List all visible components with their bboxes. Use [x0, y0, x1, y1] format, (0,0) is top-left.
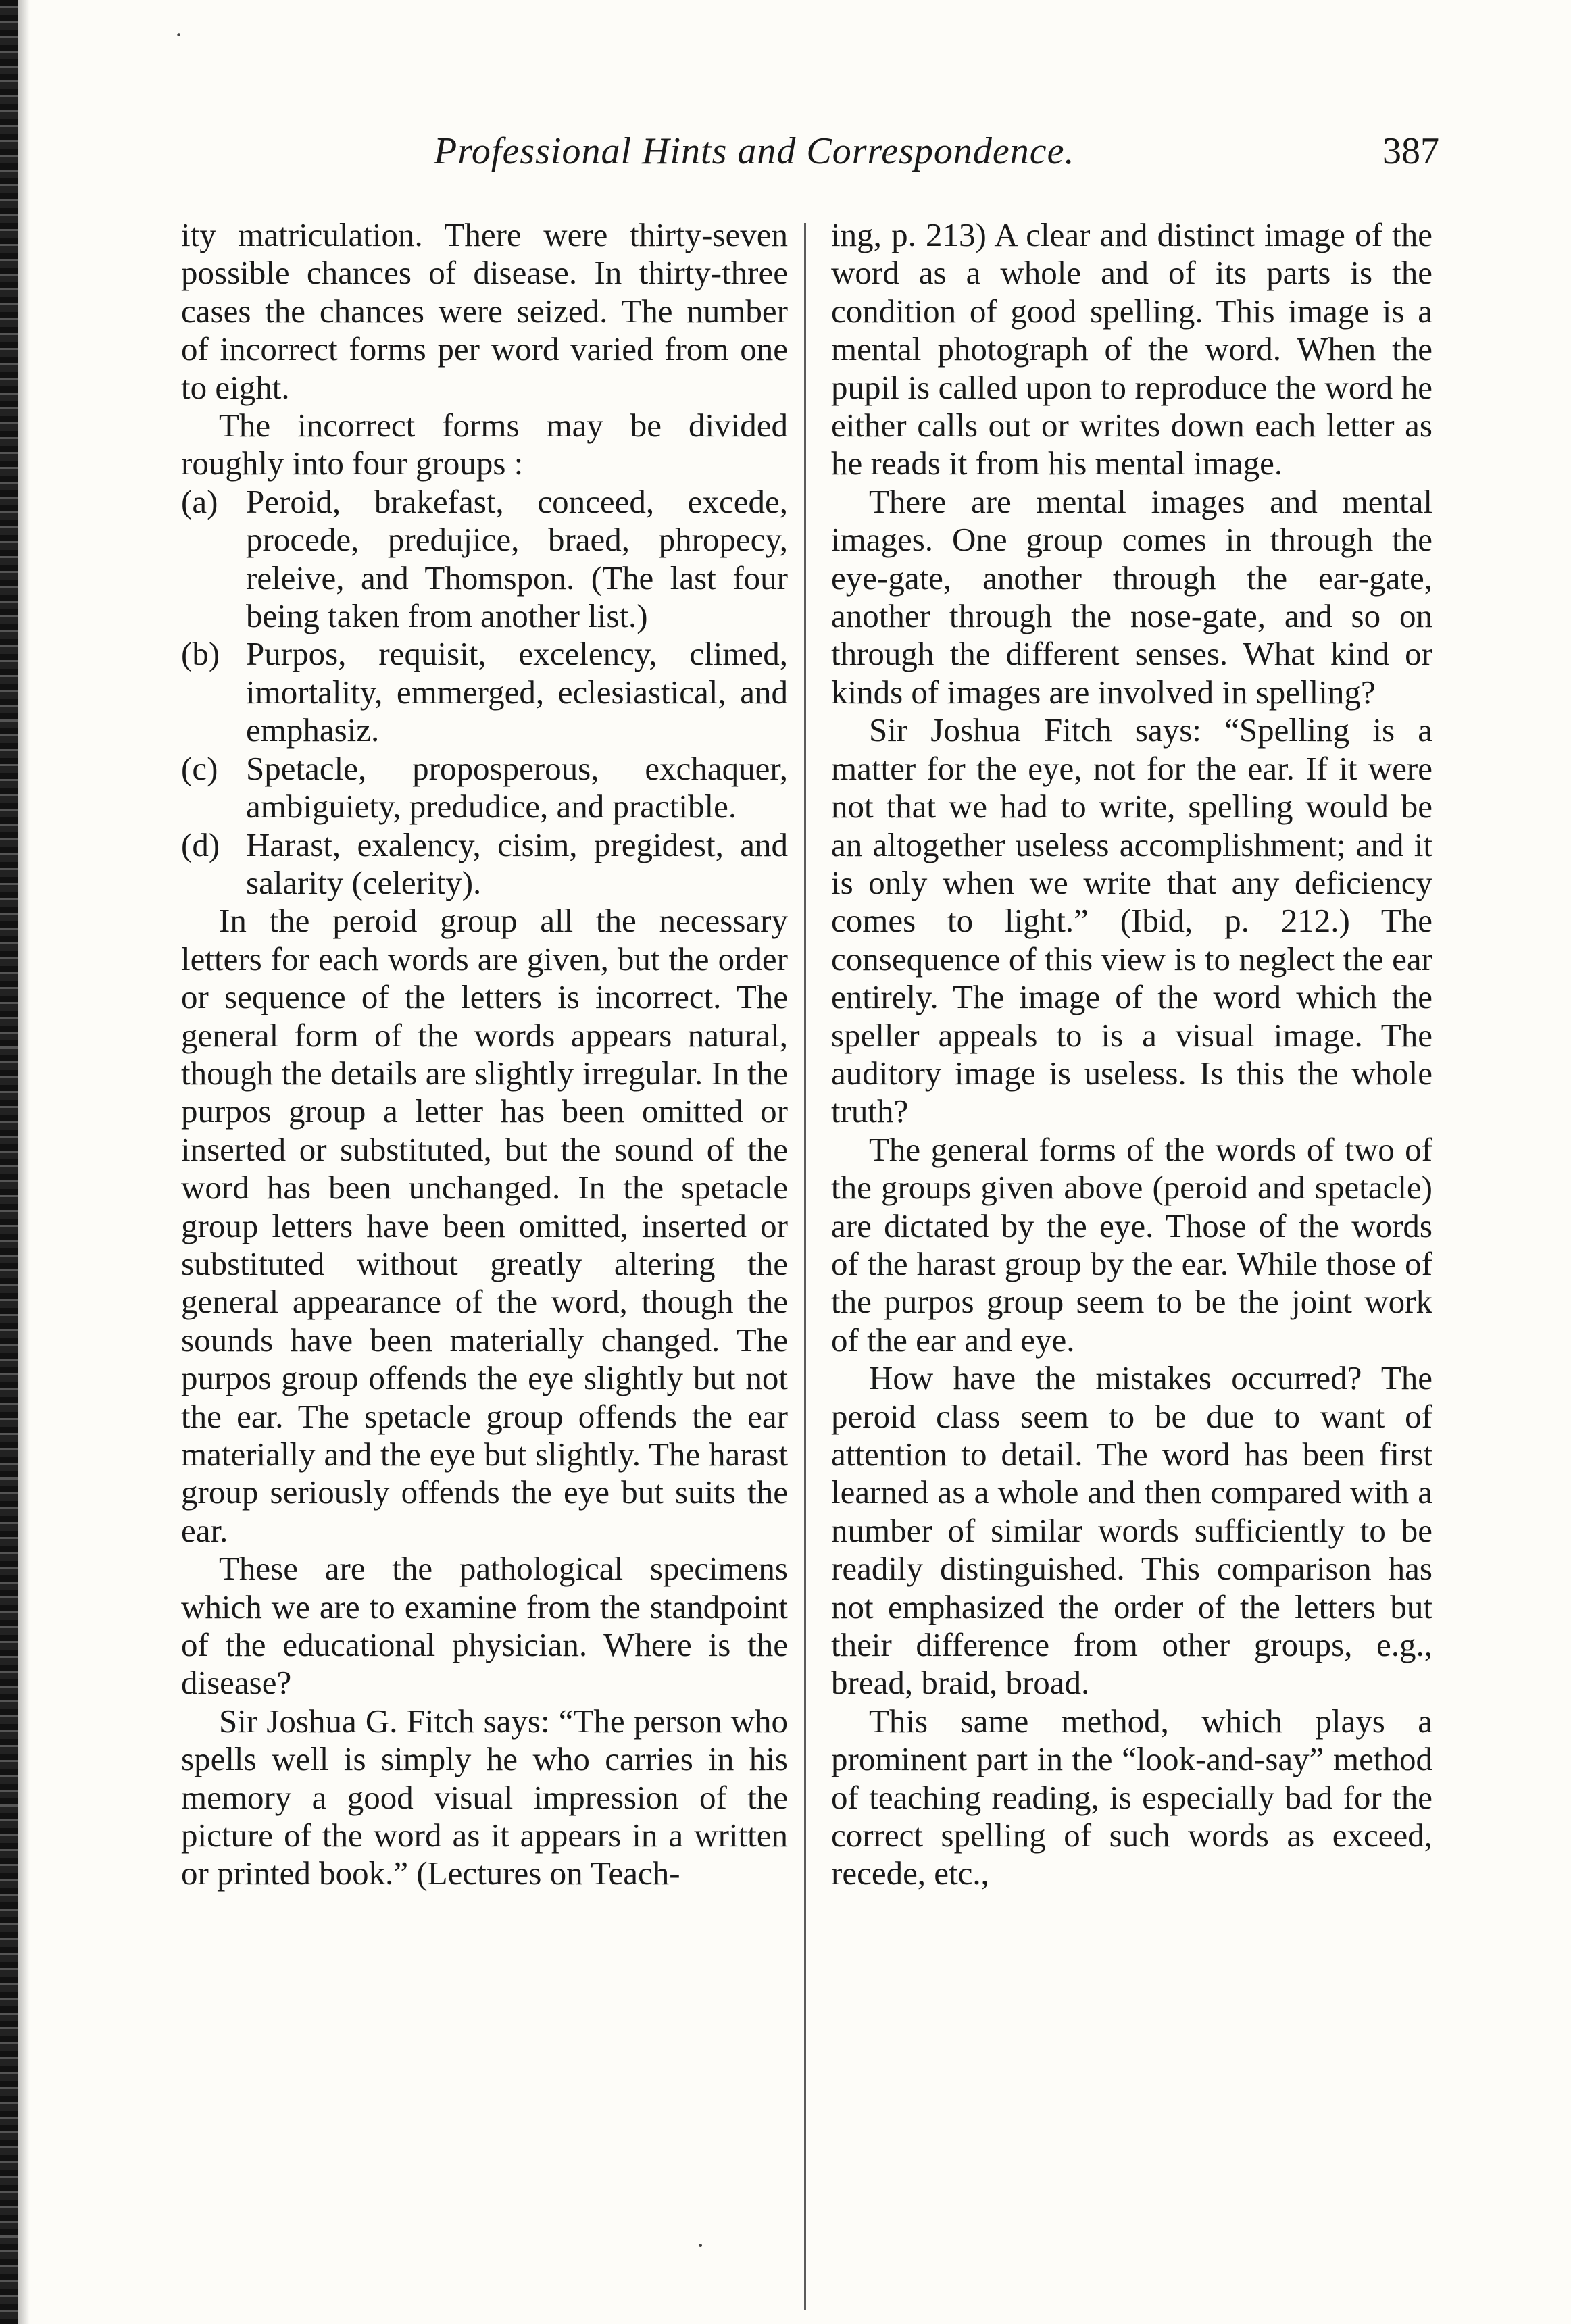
list-item-label: (d) — [181, 826, 220, 863]
list-item — [181, 483, 788, 636]
right-column — [831, 216, 1432, 1893]
list-item-text: Harast, exalency, cisim, pregidest, and salarity (celerity). — [246, 826, 788, 901]
paragraph: The incorrect forms may be divided roughly into four groups : — [181, 407, 788, 482]
paragraph: Sir Joshua Fitch says: “Spelling is a matter for the eye, not for the ear. If it were not that we had to write, spelling would be an altogether useless accomplishment; and it is only when we write that any deficiency comes to light.” (Ibid, p. 212.) The consequence of this view is to neglect the ear entirely. The image of the word which the speller appeals to is a visual image. The auditory image is useless. Is this the whole truth? — [831, 711, 1432, 1130]
paragraph: In the peroid group all the necessary letters for each words are given, but the order or sequence of the letters is incorrect. The general form of the words appears natural, though the details are slightly irregular. In the purpos group a letter has been omitted or inserted or substituted, but the sound of the word has been unchanged. In the spetacle group letters have been omitted, inserted or substituted without greatly altering the general appearance of the word, though the sounds have been materially changed. The purpos group offends the eye slightly but not the ear. The spetacle group offends the ear materially and the eye but slightly. The harast group seriously offends the eye but suits the ear. — [181, 902, 788, 1549]
book-spine-edge — [0, 0, 18, 2324]
list-item — [181, 750, 788, 826]
paragraph: ity matriculation. There were thirty-seven possible chances of disease. In thirty-three cases the chances were seized. The number of incorrect forms per word varied from one to eight. — [181, 216, 788, 406]
list-item — [181, 635, 788, 749]
running-head: Professional Hints and Correspondence. — [434, 130, 1075, 172]
list-item-label: (a) — [181, 482, 218, 520]
list-item-label: (c) — [181, 749, 218, 787]
page-header — [182, 130, 1439, 184]
list-item-text: Spetacle, proposperous, exchaquer, ambiguiety, predudice, and practible. — [246, 749, 788, 826]
gutter-shadow — [18, 0, 30, 2324]
left-column — [181, 216, 788, 1893]
paragraph: These are the pathological specimens which we are to examine from the standpoint of the educational physician. Where is the disease? — [181, 1550, 788, 1702]
paragraph: ing, p. 213) A clear and distinct image of the word as a whole and of its parts is the condition of good spelling. This image is a mental photograph of the word. When the pupil is called upon to reproduce the word he either calls out or writes down each letter as he reads it from his mental image. — [831, 216, 1432, 482]
paragraph: The general forms of the words of two of the groups given above (peroid and spetacle) are dictated by the eye. Those of the words of the harast group by the ear. While those of the purpos group seem to be the joint work of the ear and eye. — [831, 1130, 1432, 1359]
list-item-text: Peroid, brakefast, conceed, excede, procede, predujice, braed, phropecy, releive, and Thomspon. (The last four being taken from another list.) — [246, 482, 788, 635]
paragraph: This same method, which plays a prominent part in the “look-and-say” method of teaching reading, is especially bad for the correct spelling of such words as exceed, recede, etc., — [831, 1702, 1432, 1892]
list-item — [181, 826, 788, 903]
list-item-text: Purpos, requisit, excelency, climed, imortality, emmerged, eclesiastical, and emphasiz. — [246, 635, 788, 749]
paragraph: How have the mistakes occurred? The peroid class seem to be due to want of attention to detail. The word has been first learned as a whole and then compared with a number of similar words sufficiently to be readily distinguished. This comparison has not emphasized the order of the letters but their difference from other groups, e.g., bread, braid, broad. — [831, 1359, 1432, 1702]
paragraph: Sir Joshua G. Fitch says: “The person who spells well is simply he who carries in his memory a good visual impression of the picture of the word as it appears in a written or printed book.” (Lectures on Teach- — [181, 1702, 788, 1892]
list-item-label: (b) — [181, 635, 220, 673]
scan-speck: · — [174, 20, 184, 50]
paragraph: There are mental images and mental images. One group comes in through the eye-gate, another through the ear-gate, another through the nose-gate, and so on through the different senses. What kind or kinds of images are involved in spelling? — [831, 482, 1432, 711]
column-rule — [804, 223, 806, 2310]
page-number: 387 — [1382, 130, 1439, 172]
scan-speck: · — [696, 2230, 705, 2260]
